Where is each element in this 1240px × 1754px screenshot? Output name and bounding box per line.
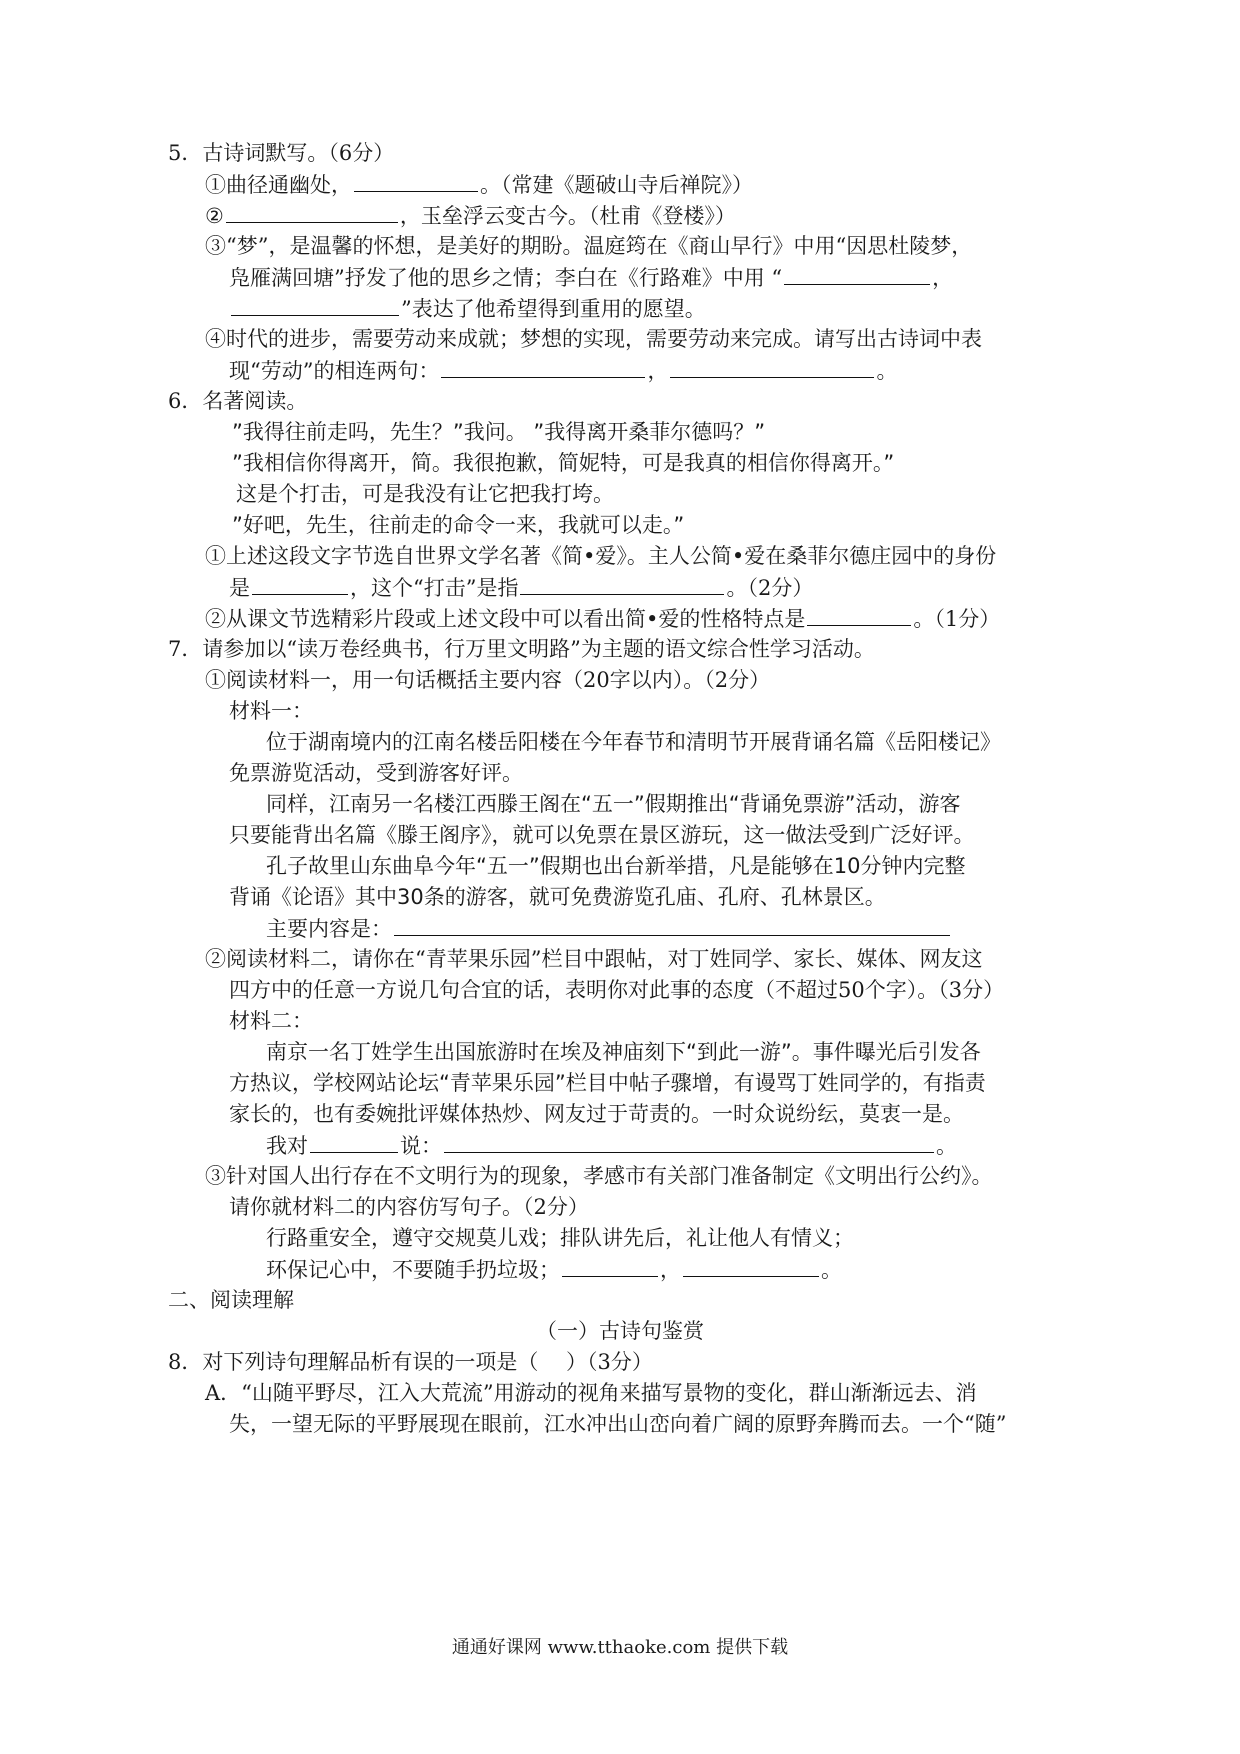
q6-item-1-line1: ①上述这段文字节选自世界文学名著《简•爱》。主人公简•爱在桑菲尔德庄园中的身份 — [205, 544, 997, 568]
q5-item-3-line2: 凫雁满回塘”抒发了他的思乡之情；李白在《行路难》中用 “ ， — [229, 263, 953, 292]
q7-example-line1: 行路重安全，遵守交规莫儿戏；排队讲先后，礼让他人有情义； — [266, 1226, 854, 1250]
section-2-heading: 二、阅读理解 — [168, 1288, 294, 1312]
q7-item-2-line1: ②阅读材料二，请你在“青苹果乐园”栏目中跟帖，对丁姓同学、家长、媒体、网友这 — [205, 947, 983, 971]
answer-blank[interactable] — [520, 573, 724, 595]
page-footer: 通通好课网 www.tthaoke.com 提供下载 — [451, 1637, 789, 1658]
q5-heading: 5．古诗词默写。（6分） — [168, 141, 395, 165]
q7-material2-label: 材料二： — [229, 1009, 313, 1033]
q7-item-1: ①阅读材料一，用一句话概括主要内容（20字以内）。（2分） — [205, 668, 771, 692]
q7-material2-line1: 南京一名丁姓学生出国旅游时在埃及神庙刻下“到此一游”。事件曝光后引发各 — [266, 1040, 981, 1064]
q7-example-line2: 环保记心中，不要随手扔垃圾； ， 。 — [266, 1255, 842, 1284]
q6-passage-line3: 这是个打击，可是我没有让它把我打垮。 — [236, 482, 614, 506]
q5-item-3-line3: ”表达了他希望得到重用的愿望。 — [229, 294, 706, 323]
q7-material2-line2: 方热议，学校网站论坛“青苹果乐园”栏目中帖子骤增，有谩骂丁姓同学的，有指责 — [229, 1071, 986, 1095]
q6-item-2: ②从课文节选精彩片段或上述文段中可以看出简•爱的性格特点是 。（1分） — [205, 604, 1000, 633]
q5-item-4-line1: ④时代的进步，需要劳动来成就；梦想的实现，需要劳动来完成。请写出古诗词中表 — [205, 327, 982, 351]
answer-blank[interactable] — [444, 1131, 934, 1153]
q6-item-1-line2: 是 ，这个“打击”是指 。（2分） — [229, 573, 813, 602]
q5-item-3-line1: ③“梦”，是温馨的怀想，是美好的期盼。温庭筠在《商山早行》中用“因思杜陵梦， — [205, 234, 973, 258]
q8-heading: 8．对下列诗句理解品析有误的一项是（ ）（3分） — [168, 1350, 653, 1374]
answer-blank[interactable] — [807, 604, 911, 626]
answer-blank[interactable] — [562, 1255, 658, 1277]
q7-material1-p2-line2: 只要能背出名篇《滕王阁序》，就可以免票在景区游玩，这一做法受到广泛好评。 — [229, 823, 975, 847]
q7-response-line: 我对 说： 。 — [266, 1131, 957, 1160]
q7-item-3-line1: ③针对国人出行存在不文明行为的现象，孝感市有关部门准备制定《文明出行公约》。 — [205, 1164, 993, 1188]
q7-material1-p1-line1: 位于湖南境内的江南名楼岳阳楼在今年春节和清明节开展背诵名篇《岳阳楼记》 — [266, 730, 1001, 754]
q8-option-a-line1: A．“山随平野尽，江入大荒流”用游动的视角来描写景物的变化，群山渐渐远去、消 — [205, 1381, 977, 1405]
answer-blank[interactable] — [394, 914, 950, 936]
q6-passage-line1: ”我得往前走吗，先生？”我问。 ”我得离开桑菲尔德吗？” — [232, 420, 766, 444]
q5-item-2: ② ，玉垒浮云变古今。（杜甫《登楼》） — [205, 201, 736, 230]
q7-material1-p2-line1: 同样，江南另一名楼江西滕王阁在“五一”假期推出“背诵免票游”活动，游客 — [266, 792, 961, 816]
answer-blank[interactable] — [784, 263, 930, 285]
subsection-heading: （一）古诗句鉴赏 — [536, 1319, 704, 1343]
answer-blank[interactable] — [310, 1131, 398, 1153]
q8-option-a-line2: 失，一望无际的平野展现在眼前，江水冲出山峦向着广阔的原野奔腾而去。一个“随” — [229, 1412, 1007, 1436]
answer-blank[interactable] — [441, 356, 645, 378]
q5-item-1: ①曲径通幽处， 。（常建《题破山寺后禅院》） — [205, 170, 753, 199]
answer-blank[interactable] — [670, 356, 874, 378]
answer-blank[interactable] — [354, 170, 478, 192]
q6-heading: 6．名著阅读。 — [168, 389, 308, 413]
q7-main-content: 主要内容是： — [266, 914, 952, 943]
q5-item-4-line2: 现“劳动”的相连两句： ， 。 — [229, 356, 897, 385]
answer-blank[interactable] — [226, 201, 398, 223]
q7-heading: 7．请参加以“读万卷经典书，行万里文明路”为主题的语文综合性学习活动。 — [168, 637, 875, 661]
q7-item-3-line2: 请你就材料二的内容仿写句子。（2分） — [229, 1195, 589, 1219]
answer-blank[interactable] — [231, 294, 399, 316]
answer-blank[interactable] — [683, 1255, 819, 1277]
answer-blank[interactable] — [252, 573, 348, 595]
q7-material1-p3-line2: 背诵《论语》其中30条的游客，就可免费游览孔庙、孔府、孔林景区。 — [229, 885, 886, 909]
q7-material1-p3-line1: 孔子故里山东曲阜今年“五一”假期也出台新举措，凡是能够在10分钟内完整 — [266, 854, 966, 878]
q7-material1-label: 材料一： — [229, 699, 313, 723]
q6-passage-line4: ”好吧，先生，往前走的命令一来，我就可以走。” — [232, 513, 685, 537]
q7-item-2-line2: 四方中的任意一方说几句合宜的话，表明你对此事的态度（不超过50个字）。（3分） — [229, 978, 1005, 1002]
q6-passage-line2: ”我相信你得离开，简。我很抱歉，简妮特，可是我真的相信你得离开。” — [232, 451, 895, 475]
q7-material2-line3: 家长的，也有委婉批评媒体热炒、网友过于苛责的。一时众说纷纭，莫衷一是。 — [229, 1102, 964, 1126]
q7-material1-p1-line2: 免票游览活动，受到游客好评。 — [229, 761, 523, 785]
